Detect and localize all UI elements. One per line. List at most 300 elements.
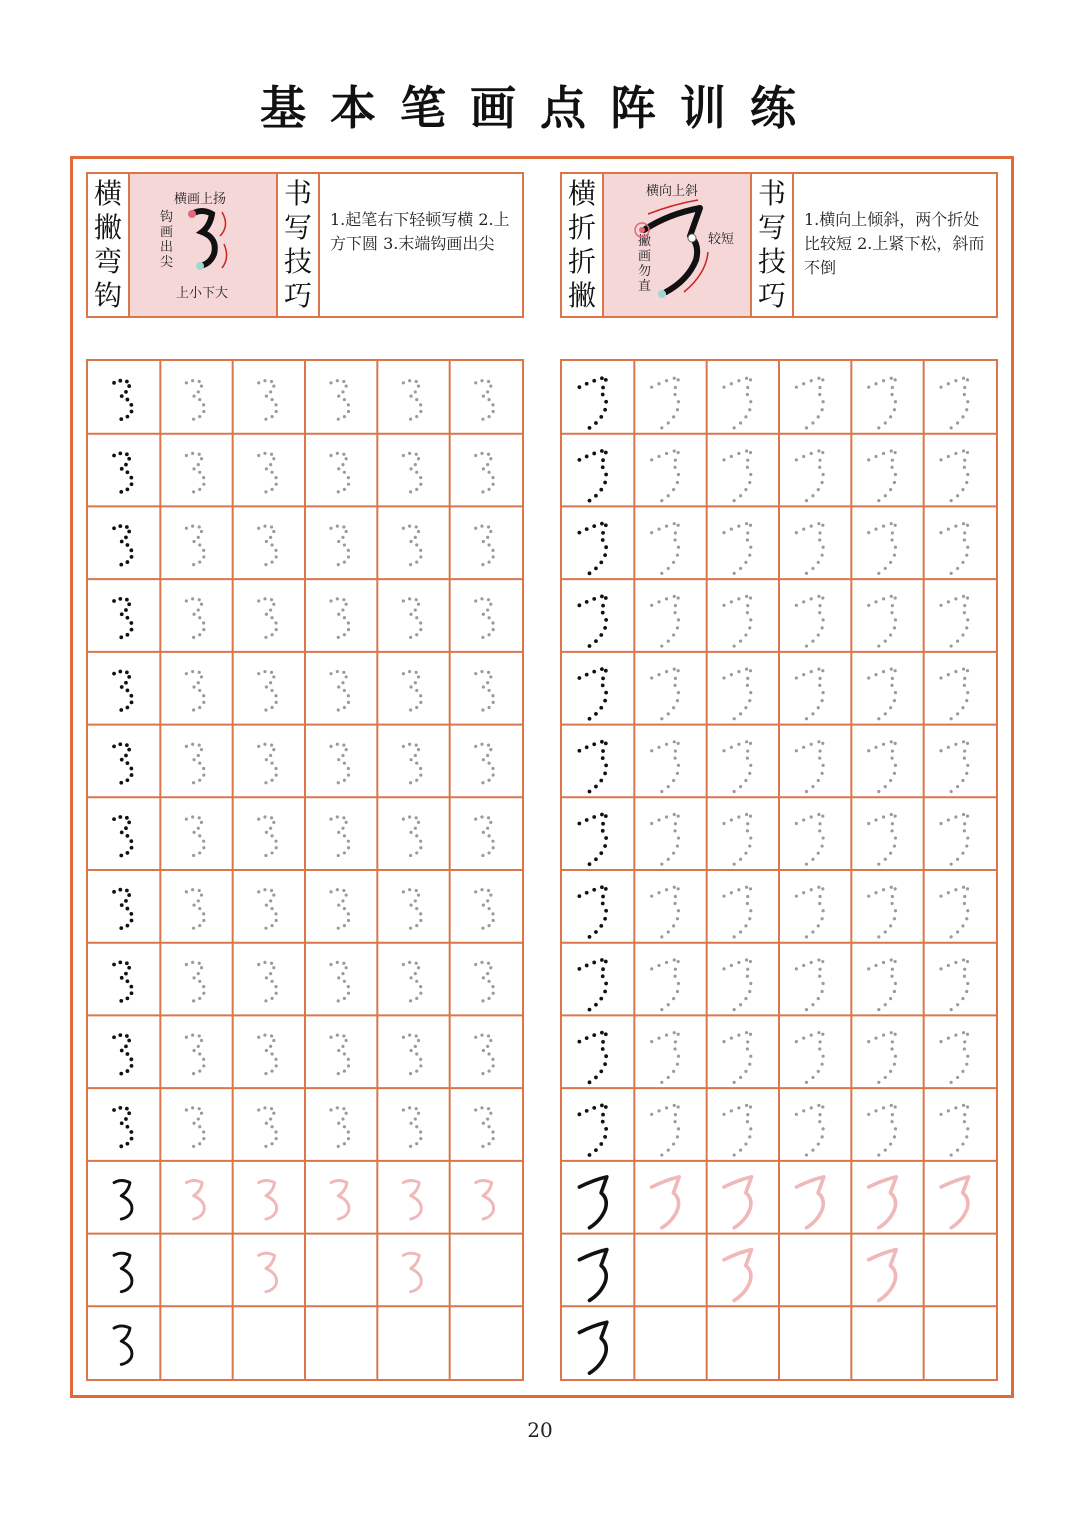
trace-dot <box>415 706 418 709</box>
trace-dot <box>270 453 273 456</box>
trace-dot <box>601 829 605 833</box>
practice-cell[interactable] <box>867 813 897 866</box>
practice-cell[interactable] <box>722 595 752 648</box>
practice-cell[interactable] <box>257 961 278 1003</box>
trace-dot <box>474 745 477 748</box>
trace-dot <box>409 1145 412 1148</box>
practice-cell[interactable] <box>257 1034 278 1076</box>
practice-cell[interactable] <box>257 815 278 857</box>
technique-char: 技 <box>283 245 312 278</box>
trace-dot <box>329 599 332 602</box>
trace-dot <box>198 834 201 837</box>
trace-dot <box>660 644 663 647</box>
practice-cell[interactable] <box>112 888 133 930</box>
practice-cell[interactable] <box>867 740 897 793</box>
practice-cell[interactable] <box>403 1180 421 1219</box>
trace-dot <box>274 476 277 479</box>
trace-dot <box>337 831 340 834</box>
practice-cell[interactable] <box>257 525 278 567</box>
demo-side-char: 勿 <box>638 264 652 279</box>
practice-cell[interactable] <box>577 449 608 502</box>
practice-cell[interactable] <box>867 958 897 1011</box>
trace-dot <box>409 1072 412 1075</box>
practice-cell[interactable] <box>329 815 350 857</box>
trace-dot <box>408 1034 411 1037</box>
practice-cell[interactable] <box>185 597 206 639</box>
practice-cell[interactable] <box>795 886 825 939</box>
trace-dot <box>601 393 605 397</box>
practice-cell[interactable] <box>867 886 897 939</box>
practice-cell[interactable] <box>577 958 608 1011</box>
trace-dot <box>963 684 966 687</box>
practice-cell[interactable] <box>867 449 897 502</box>
practice-cell[interactable] <box>329 1034 350 1076</box>
trace-dot <box>894 596 897 599</box>
trace-dot <box>270 706 273 709</box>
practice-cell[interactable] <box>402 379 423 421</box>
right-practice-grid[interactable] <box>560 359 998 1381</box>
practice-cell[interactable] <box>329 743 350 785</box>
trace-dot <box>963 822 966 825</box>
trace-dot <box>343 616 346 619</box>
technique-char: 书 <box>283 177 312 210</box>
trace-dot <box>884 930 887 933</box>
practice-cell[interactable] <box>185 1034 206 1076</box>
trace-dot <box>347 846 350 849</box>
practice-cell[interactable] <box>331 1180 349 1219</box>
trace-dot <box>337 781 340 784</box>
trace-dot <box>337 1072 340 1075</box>
trace-dot <box>480 815 483 818</box>
practice-cell[interactable] <box>650 1031 680 1084</box>
trace-dot <box>961 633 964 636</box>
practice-cell[interactable] <box>650 740 680 793</box>
practice-cell[interactable] <box>257 1106 278 1148</box>
practice-cell[interactable] <box>474 815 495 857</box>
trace-dot <box>650 895 653 898</box>
trace-dot <box>482 831 485 834</box>
trace-dot <box>601 1113 605 1117</box>
practice-cell[interactable] <box>579 1250 606 1301</box>
practice-cell[interactable] <box>257 452 278 494</box>
practice-cell[interactable] <box>112 742 133 784</box>
trace-dot <box>889 488 892 491</box>
trace-dot <box>185 963 188 966</box>
practice-cell[interactable] <box>795 813 825 866</box>
practice-cell[interactable] <box>185 743 206 785</box>
trace-dot <box>722 458 725 461</box>
practice-cell[interactable] <box>185 670 206 712</box>
trace-dot <box>805 717 808 720</box>
left-practice-grid[interactable] <box>86 359 524 1381</box>
trace-dot <box>474 672 477 675</box>
practice-cell[interactable] <box>867 595 897 648</box>
trace-dot <box>408 743 411 746</box>
trace-dot <box>257 672 260 675</box>
trace-dot <box>954 815 957 818</box>
practice-cell[interactable] <box>579 1322 606 1373</box>
trace-dot <box>599 633 603 637</box>
trace-dot <box>874 1109 877 1112</box>
trace-dot <box>419 919 422 922</box>
practice-cell[interactable] <box>939 886 969 939</box>
trace-dot <box>198 380 201 383</box>
trace-dot <box>192 1072 195 1075</box>
trace-dot <box>492 701 495 704</box>
trace-dot <box>342 1034 345 1037</box>
practice-cell[interactable] <box>112 961 133 1003</box>
trace-dot <box>746 684 749 687</box>
practice-cell[interactable] <box>939 958 969 1011</box>
practice-cell[interactable] <box>329 1106 350 1148</box>
trace-dot <box>818 677 821 680</box>
trace-dot <box>594 857 598 861</box>
trace-dot <box>588 571 592 575</box>
practice-cell[interactable] <box>650 1104 680 1157</box>
trace-dot <box>419 985 422 988</box>
practice-cell[interactable] <box>579 1177 606 1228</box>
trace-dot <box>744 1142 747 1145</box>
practice-cell[interactable] <box>722 813 752 866</box>
practice-cell[interactable] <box>402 961 423 1003</box>
trace-dot <box>347 912 350 915</box>
trace-dot <box>272 821 275 824</box>
trace-dot <box>197 390 200 393</box>
practice-cell[interactable] <box>650 813 680 866</box>
trace-dot <box>603 917 607 921</box>
trace-dot <box>489 457 492 460</box>
trace-dot <box>419 403 422 406</box>
trace-dot <box>818 975 821 978</box>
trace-dot <box>890 757 893 760</box>
practice-cell[interactable] <box>257 670 278 712</box>
practice-cell[interactable] <box>577 813 608 866</box>
trace-dot <box>821 378 824 381</box>
trace-dot <box>748 699 751 702</box>
practice-cell[interactable] <box>185 1106 206 1148</box>
trace-dot <box>577 603 581 607</box>
trace-dot <box>884 421 887 424</box>
practice-cell[interactable] <box>329 525 350 567</box>
trace-dot <box>120 685 124 689</box>
practice-cell[interactable] <box>939 595 969 648</box>
trace-dot <box>198 671 201 674</box>
practice-cell[interactable] <box>474 743 495 785</box>
trace-dot <box>341 536 344 539</box>
trace-dot <box>198 743 201 746</box>
practice-cell[interactable] <box>795 1031 825 1084</box>
trace-dot <box>821 815 824 818</box>
trace-dot <box>592 524 596 528</box>
practice-cell[interactable] <box>257 597 278 639</box>
trace-dot <box>263 525 266 528</box>
trace-dot <box>818 829 821 832</box>
practice-cell[interactable] <box>112 379 133 421</box>
practice-cell[interactable] <box>114 1180 132 1219</box>
trace-dot <box>270 471 273 474</box>
practice-cell[interactable] <box>650 667 680 720</box>
trace-dot <box>730 1109 733 1112</box>
practice-cell[interactable] <box>474 961 495 1003</box>
practice-cell[interactable] <box>577 1103 608 1156</box>
practice-cell[interactable] <box>112 452 133 494</box>
practice-cell[interactable] <box>185 815 206 857</box>
trace-dot <box>481 418 484 421</box>
practice-cell[interactable] <box>474 525 495 567</box>
practice-cell[interactable] <box>869 1177 896 1228</box>
practice-cell[interactable] <box>941 1177 968 1228</box>
trace-dot <box>120 976 124 980</box>
practice-cell[interactable] <box>474 379 495 421</box>
practice-cell[interactable] <box>724 1177 751 1228</box>
trace-dot <box>601 822 605 826</box>
practice-cell[interactable] <box>257 379 278 421</box>
trace-dot <box>601 1120 605 1124</box>
practice-cell[interactable] <box>474 452 495 494</box>
practice-cell[interactable] <box>112 1106 133 1148</box>
trace-dot <box>962 886 965 889</box>
trace-dot <box>342 525 345 528</box>
practice-cell[interactable] <box>402 525 423 567</box>
practice-cell[interactable] <box>722 1104 752 1157</box>
trace-dot <box>482 1049 485 1052</box>
practice-cell[interactable] <box>795 740 825 793</box>
trace-dot <box>811 1149 814 1152</box>
trace-dot <box>125 1034 129 1038</box>
practice-cell[interactable] <box>577 885 608 938</box>
trace-dot <box>120 612 124 616</box>
practice-cell[interactable] <box>722 377 752 430</box>
practice-cell[interactable] <box>650 377 680 430</box>
practice-cell[interactable] <box>259 1253 277 1292</box>
practice-cell[interactable] <box>867 1104 897 1157</box>
practice-cell[interactable] <box>112 670 133 712</box>
practice-cell[interactable] <box>939 1104 969 1157</box>
trace-dot <box>192 395 195 398</box>
trace-dot <box>821 481 824 484</box>
practice-cell[interactable] <box>724 1250 751 1301</box>
practice-cell[interactable] <box>185 525 206 567</box>
trace-dot <box>480 1106 483 1109</box>
practice-cell[interactable] <box>939 522 969 575</box>
practice-cell[interactable] <box>939 449 969 502</box>
practice-cell[interactable] <box>577 522 608 575</box>
practice-cell[interactable] <box>402 597 423 639</box>
practice-cell[interactable] <box>722 522 752 575</box>
trace-dot <box>264 1145 267 1148</box>
trace-dot <box>867 604 870 607</box>
trace-dot <box>408 670 411 673</box>
practice-cell[interactable] <box>402 888 423 930</box>
trace-dot <box>817 997 820 1000</box>
trace-dot <box>270 488 273 491</box>
practice-cell[interactable] <box>112 1033 133 1075</box>
trace-dot <box>592 815 596 819</box>
trace-dot <box>818 538 821 541</box>
trace-dot <box>650 1040 653 1043</box>
trace-dot <box>676 917 679 920</box>
practice-cell[interactable] <box>577 594 608 647</box>
practice-cell[interactable] <box>185 888 206 930</box>
practice-cell[interactable] <box>939 1031 969 1084</box>
practice-cell[interactable] <box>329 888 350 930</box>
practice-cell[interactable] <box>795 377 825 430</box>
practice-cell[interactable] <box>652 1177 679 1228</box>
practice-cell[interactable] <box>329 379 350 421</box>
trace-dot <box>270 743 273 746</box>
trace-dot <box>891 677 894 680</box>
practice-cell[interactable] <box>476 1180 494 1219</box>
trace-dot <box>263 1106 266 1109</box>
trace-dot <box>487 1125 490 1128</box>
practice-cell[interactable] <box>650 522 680 575</box>
practice-cell[interactable] <box>577 376 608 429</box>
trace-dot <box>577 967 581 971</box>
practice-cell[interactable] <box>939 377 969 430</box>
trace-dot <box>112 817 116 821</box>
trace-dot <box>192 999 195 1002</box>
trace-dot <box>882 1034 885 1037</box>
trace-dot <box>202 403 205 406</box>
practice-cell[interactable] <box>722 667 752 720</box>
practice-cell[interactable] <box>474 888 495 930</box>
trace-dot <box>884 1076 887 1079</box>
trace-dot <box>270 671 273 674</box>
trace-dot <box>263 452 266 455</box>
trace-dot <box>795 604 798 607</box>
trace-dot <box>818 1120 821 1123</box>
practice-cell[interactable] <box>722 449 752 502</box>
trace-dot <box>409 1122 412 1125</box>
practice-cell[interactable] <box>795 449 825 502</box>
practice-cell[interactable] <box>185 452 206 494</box>
practice-cell[interactable] <box>112 597 133 639</box>
practice-cell[interactable] <box>939 740 969 793</box>
practice-cell[interactable] <box>795 522 825 575</box>
practice-cell[interactable] <box>474 1106 495 1148</box>
practice-cell[interactable] <box>402 1034 423 1076</box>
trace-dot <box>342 671 345 674</box>
trace-dot <box>657 382 660 385</box>
trace-dot <box>660 790 663 793</box>
practice-cell[interactable] <box>650 958 680 1011</box>
practice-cell[interactable] <box>114 1253 132 1292</box>
trace-dot <box>119 490 123 494</box>
trace-dot <box>660 1081 663 1084</box>
practice-cell[interactable] <box>796 1177 823 1228</box>
practice-cell[interactable] <box>867 667 897 720</box>
practice-cell[interactable] <box>577 740 608 793</box>
trace-dot <box>482 976 485 979</box>
practice-cell[interactable] <box>257 888 278 930</box>
practice-cell[interactable] <box>403 1253 421 1292</box>
practice-cell[interactable] <box>112 815 133 857</box>
practice-cell[interactable] <box>402 743 423 785</box>
trace-dot <box>962 813 965 816</box>
practice-cell[interactable] <box>650 449 680 502</box>
practice-cell[interactable] <box>650 886 680 939</box>
trace-dot <box>481 563 484 566</box>
trace-dot <box>817 1070 820 1073</box>
trace-dot <box>202 1130 205 1133</box>
practice-cell[interactable] <box>577 1031 608 1084</box>
trace-dot <box>965 554 968 557</box>
practice-cell[interactable] <box>939 813 969 866</box>
practice-cell[interactable] <box>474 670 495 712</box>
trace-dot <box>112 526 116 530</box>
practice-cell[interactable] <box>329 452 350 494</box>
practice-cell[interactable] <box>722 1031 752 1084</box>
trace-dot <box>265 685 268 688</box>
practice-cell[interactable] <box>186 1180 204 1219</box>
practice-cell[interactable] <box>185 961 206 1003</box>
practice-cell[interactable] <box>795 667 825 720</box>
practice-cell[interactable] <box>474 1034 495 1076</box>
practice-cell[interactable] <box>722 958 752 1011</box>
practice-cell[interactable] <box>795 958 825 1011</box>
trace-dot <box>202 1137 205 1140</box>
practice-cell[interactable] <box>257 743 278 785</box>
practice-cell[interactable] <box>722 886 752 939</box>
practice-cell[interactable] <box>650 595 680 648</box>
trace-dot <box>487 1107 490 1110</box>
practice-cell[interactable] <box>402 815 423 857</box>
trace-stroke <box>724 1250 751 1301</box>
practice-cell[interactable] <box>795 595 825 648</box>
trace-dot <box>601 604 605 608</box>
trace-dot <box>672 779 675 782</box>
practice-cell[interactable] <box>577 667 608 720</box>
trace-dot <box>672 561 675 564</box>
trace-dot <box>817 595 820 598</box>
trace-dot <box>966 815 969 818</box>
practice-cell[interactable] <box>185 379 206 421</box>
trace-dot <box>939 676 942 679</box>
practice-cell[interactable] <box>114 1326 132 1365</box>
practice-cell[interactable] <box>402 670 423 712</box>
practice-cell[interactable] <box>402 1106 423 1148</box>
trace-dot <box>125 889 129 893</box>
trace-dot <box>118 815 122 819</box>
practice-cell[interactable] <box>329 670 350 712</box>
practice-cell[interactable] <box>867 377 897 430</box>
trace-dot <box>730 746 733 749</box>
practice-cell[interactable] <box>795 1104 825 1157</box>
trace-dot <box>603 771 607 775</box>
trace-dot <box>730 600 733 603</box>
trace-dot <box>192 1049 195 1052</box>
practice-cell[interactable] <box>474 597 495 639</box>
practice-cell[interactable] <box>867 522 897 575</box>
practice-cell[interactable] <box>259 1180 277 1219</box>
trace-dot <box>604 982 608 986</box>
trace-dot <box>874 818 877 821</box>
trace-dot <box>939 458 942 461</box>
trace-dot <box>667 712 670 715</box>
practice-cell[interactable] <box>329 961 350 1003</box>
practice-cell[interactable] <box>329 597 350 639</box>
practice-cell[interactable] <box>722 740 752 793</box>
practice-cell[interactable] <box>869 1250 896 1301</box>
practice-cell[interactable] <box>867 1031 897 1084</box>
practice-cell[interactable] <box>112 524 133 566</box>
trace-dot <box>601 465 605 469</box>
practice-cell[interactable] <box>402 452 423 494</box>
trace-dot <box>891 749 894 752</box>
trace-dot <box>198 598 201 601</box>
trace-dot <box>890 886 893 889</box>
practice-cell[interactable] <box>939 667 969 720</box>
